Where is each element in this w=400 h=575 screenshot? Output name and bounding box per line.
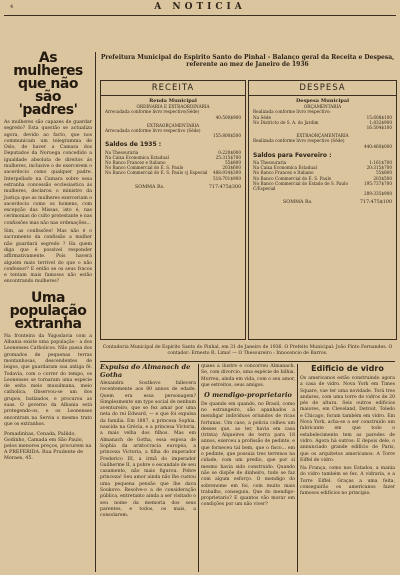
- report-bottom-rule: [100, 361, 395, 362]
- article-almanach-body: Alexandra Soutkovo fallecera recentemente aos 80 annos de edade. Quem era essa personagem? Simplesmente um typo social de nenhum aventureiro, que se fez amar por uma neta do rei Edward, — e que foi expulsa da familia. Em 1887, a princeza Sophia, nascida na Grécia, e a princesa Victoria, a mais velha dos filhos. Mas em Almanach de Gotha, essa esposa de Sophia da aristocracia européa, a princeza Victoria, a filha do imperador Frederico III, a irmã do imperador Guilherme II, a pobre o escandalo de seu casamento, não mais figurou. Pobre princeza! Seu amor ainda não lhe custou uma pequena pensão que lhe dava Soukovo. Resolve-o a de consideração pública, entretanto ainda a ser visitado o seu nome da memoria dos seus parentes, e todos, os mais, a consolarem.: [100, 381, 196, 519]
- despesa-box: [248, 80, 397, 340]
- receita-extra-value: 155:800$500: [212, 133, 241, 139]
- report-signature: Contadoria Municipal de Espirito Santo do Pinhal, em 31 de Janeiro de 1936. O Prefeito Municipal: João Pinto Fernandes. O contador: Ernesto R. Lima! — O Thesoureiro : Innocencio de Barros.: [102, 345, 393, 356]
- despesa-saldo-label: No Banco Commercial do Estado de S. Paulo C/Especial: [253, 180, 348, 192]
- receita-saldo-row: [105, 170, 241, 175]
- masthead: A NOTICIA: [154, 2, 246, 12]
- despesa-line-label: Na Séde: [253, 114, 271, 120]
- despesa-saldo-label: Na Thesouraria: [253, 160, 287, 166]
- article-almanach-continued: quaes a ilustre e concorreu Almanach. Se, com divorcio, uma espécie de bilhia. Morreu, ainda em vida, com o seu amor, que estreitos, seus amigos.: [201, 364, 295, 388]
- despesa-saldo-row: [253, 181, 392, 191]
- receita-saldo-value: 0:220$000: [218, 149, 241, 155]
- page-number: 4: [10, 4, 14, 10]
- receita-extra: EXTRAORÇAMENTARIA: [146, 122, 200, 128]
- despesa-municipal: Despesa Municipal: [295, 98, 350, 104]
- receita-saldo-label: No Banco Francez e Italiano: [105, 160, 166, 166]
- receita-box: [100, 80, 246, 340]
- despesa-saldo-label: No Banco Commercial do E. S. Paulo: [253, 175, 332, 181]
- article-mendigo: [201, 364, 295, 509]
- despesa-heading: DESPESA: [249, 81, 396, 96]
- receita-renda: Renda Municipal: [149, 98, 197, 104]
- article-almanach: [100, 364, 196, 520]
- advertisement-pomadinhas: Pomadinhas, Cenada, Pallido, Godinho, Camada em São Paulo, pelos menores preços, procurem na A PREFERIDA. Rua Prudente de Moraes, 45.: [4, 432, 92, 462]
- receita-saldo-label: Na Caixa Economica Estadual: [105, 154, 169, 160]
- article-vidro-tail: Na França, como nos Estados, a mania do vidro também se fez. A vidraria, e a Torre Eiffel. Graças a uma feita, conseguirão os americanos fazer famosos edifícios no principio.: [300, 466, 395, 497]
- receita-somma-value: 717:475$300: [208, 184, 241, 190]
- article-vidro: [300, 364, 395, 498]
- receita-saldo-value: 25:315$700: [215, 154, 241, 160]
- receita-saldo-value: 55$800: [225, 160, 241, 166]
- article-vidro-body: Os americanos estão construindo agora a casa de vidro. Nova York em Times Square, vae ter uma novidade. Torá tres andares, com uma torre de vidros de 20 pés de altura. Seis outros edificios maiores, em Cleveland, Detroit, Toledo e Chicago, foram também em vidro. Em Nova York, acha-se a ser construido um fabricante em que todo o estabelecimento tem as paredes de vidro. Agora há outros: E depois dele, o annunciado grande edificio de Paris, que os arquitetos americanos: A Torre Eiffel de vidro.: [300, 376, 395, 463]
- despesa-saldo-value: 20:315$700: [366, 165, 392, 171]
- despesa-saldos-total: 289:335$900: [363, 191, 392, 197]
- receita-saldo-value: 203$600: [222, 165, 241, 171]
- article-populacao: Na fronteira da Yugoslavia com a Albania existe uma população - a dos Leonenses Catholicos. Não passa dos gromados de pequenas terras montanhosas, descendentes de leigos, que guardaram sua antiga fé. Todavia, com o correr do tempo, os Leonenses se tornaram uma espécie de seita meio musulmana, meio catholica, Observou-se um dos grupos, batizados, e procurou as suas. O governo da Albania está protegendo-os, e os Leonenses encontram na Servia o mesmo trato que os extranhos.: [4, 333, 92, 427]
- despesa-saldo-label: Na Caixa Economica Estadual: [253, 165, 317, 171]
- despesa-saldo-label: No Banco Francez e Italiano: [253, 170, 314, 176]
- left-column: [4, 52, 92, 462]
- despesa-line-value: 15:608$100: [366, 114, 392, 120]
- receita-arrecadada-value: 40:500$900: [215, 114, 241, 120]
- receita-saldo-label: No Banco Commercial do E. S. Paulo cj Especial: [105, 170, 208, 176]
- despesa-somma-label: SOMMA Rs.: [283, 200, 313, 206]
- article-divider-2: [297, 364, 298, 572]
- despesa-extra: EXTRAORÇAMENTARIA: [296, 133, 349, 139]
- receita-saldos-list: [105, 150, 241, 176]
- article-vidro-title: Edificio de vidro: [311, 364, 384, 373]
- receita-heading: RECEITA: [101, 81, 245, 96]
- headline-populacao: Uma população extranha: [9, 289, 87, 332]
- despesa-saldo-value: 195:737$700: [363, 180, 392, 186]
- article-almanach-title: Expulsa do Almanach de Gotha: [100, 363, 191, 379]
- headline-mulheres: As mulheres que não são 'padres': [13, 50, 83, 118]
- despesa-somma-value: 717:475$100: [359, 200, 392, 206]
- despesa-extra-line: Realizada conforme livro respectivo (Séde): [253, 138, 345, 144]
- receita-saldo-value: 488:934$300: [212, 170, 241, 176]
- receita-somma-label: SOMMA Rs.: [135, 184, 165, 190]
- receita-saldo-label: Na Thesouraria: [105, 149, 139, 155]
- despesa-lines-total: 16:504$100: [366, 125, 392, 131]
- despesa-saldo-value: 55$800: [376, 170, 392, 176]
- receita-saldos-total: 518:701$900: [212, 175, 241, 181]
- article-mendigo-body: De quando em quando, no Brasil, como no estrangeiro, são apanhados a mendigar indivíduos oriundos de ricas fortunas. Um caso, a policia colheu um desses que, ao ter, havia em casa (trinta) Alqueires de terra para 18 annos, exerceu a profissão de pedinte, e que forneceu tal bem, que o fisco... em o pedinte, que possuia tres terrenos na cidade, com um predio, que por si mesmo havia sido construido. Quando não se dispõe de dinheiro, tudo se faz com algum esforço. O mendigo do sobrenome em foi, com muito mais trabalho, conseguiu. Que do mendigo-proprietario? E quantos vão morar em condições por um não viver?: [201, 401, 295, 508]
- despesa-saldo-value: 203$500: [373, 175, 392, 181]
- article-mulheres-p2: Sim, as confissões! Mas não é o sacramento da confissão a mulher não guardará segredo ? Ha quem diga que é possivel responder affirmativamente. Pois haverá alguém mais terrivel do que o não confessor? E então se os seus fracos e tentam mais famosos não estão encontrando mulheres?: [4, 229, 92, 285]
- despesa-extra-value: 440:460$000: [363, 143, 392, 149]
- despesa-orcamentaria: ORÇAMENTARIA: [303, 104, 342, 110]
- receita-saldos-title: Saldos de 1935 :: [105, 141, 162, 149]
- article-mulheres-p1: As mulheres são capazes de guardar segredo? Esta questão se actualiza agora, devido ao facto, que nos communicam um telegramma de Oslo, de haver a Camara dos Deputados da Noruega concedido a igualdade absoluta de direitos ás mulheres, inclusive o de exercerem o sacerdocio como qualquer padre. Interpellado na Camara sobre essa estranha concessão ecclesiastica ás mulheres, declarou o ministro da Justiça que as mulheres exerceriam o sacerdocio como os homens, com excepção das Missas, isto é, nas cerimonias do culto protestante e nas confissões mas não nas ordenações...: [4, 120, 92, 226]
- despesa-lines-list: [253, 115, 392, 125]
- receita-arrecadada: Arrecadada conforme livro respectivo(Séde): [105, 109, 200, 115]
- masthead-rule: [4, 15, 396, 16]
- receita-ordinaria: ORDINARIA E EXTRAORDINARIA: [136, 104, 210, 110]
- column-divider: [95, 52, 96, 572]
- article-mendigo-title: O mendigo-proprietario: [204, 391, 292, 400]
- report-title: Prefeitura Municipal do Espirito Santo do Pinhal - Balanço geral da Receita e Despesa, referente ao mez de Janeiro de 1936: [100, 54, 395, 68]
- despesa-realizada: Realizada conforme livro respectivo:: [253, 109, 331, 115]
- despesa-saldos-list: [253, 160, 392, 191]
- despesa-saldo-value: 1:161$700: [369, 160, 392, 166]
- article-divider-1: [198, 364, 199, 572]
- receita-extra-line: Arrecadada conforme livro respectivo (Séde): [105, 128, 201, 134]
- despesa-saldos-title: Saldos para Fevereiro :: [253, 151, 332, 159]
- receita-saldo-label: No Banco Commercial do E. S. Paulo: [105, 165, 184, 171]
- despesa-line-value: 1:832$900: [369, 119, 392, 125]
- despesa-line-label: No Districto de S. A. do Jardim: [253, 119, 319, 125]
